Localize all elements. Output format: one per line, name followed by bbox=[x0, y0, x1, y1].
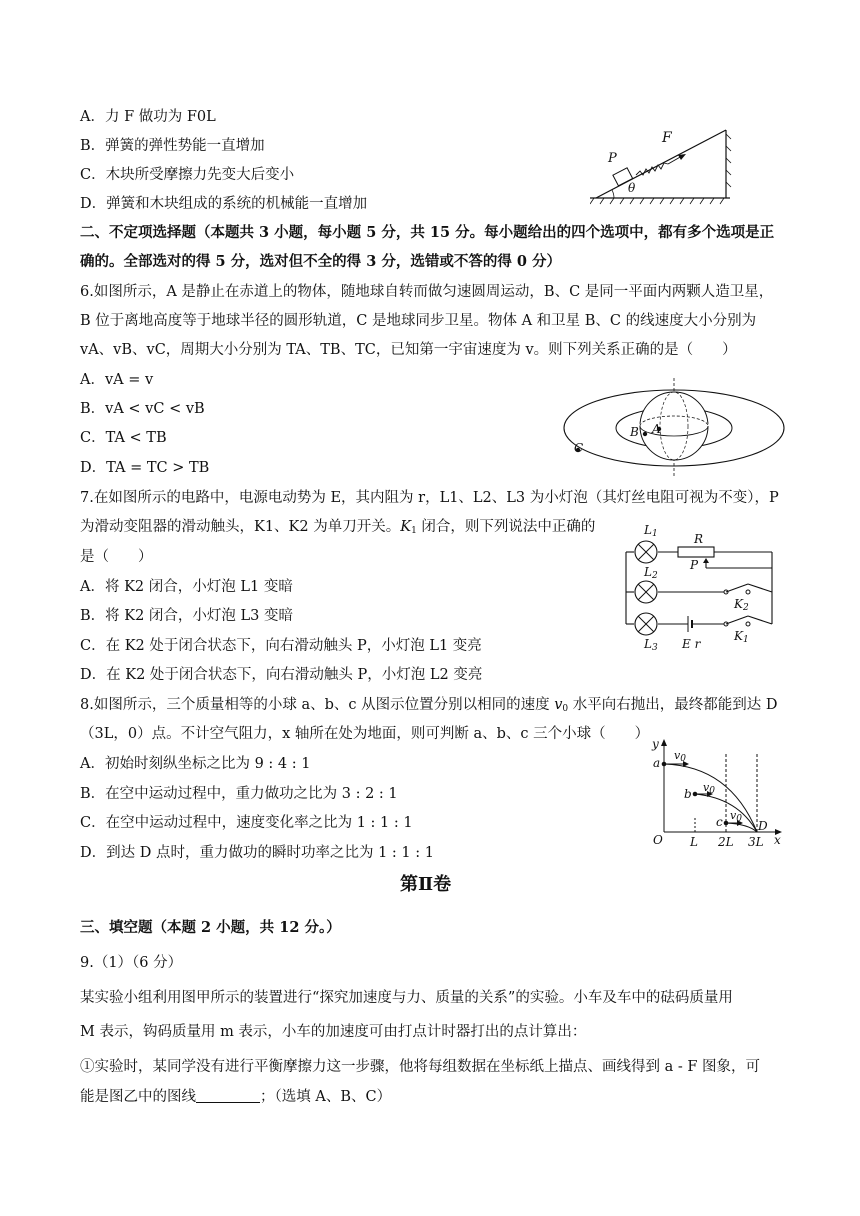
q6-option-c: C．TA < TB bbox=[80, 430, 167, 446]
point-d-label: D bbox=[758, 819, 768, 833]
q5-option-c: C．木块所受摩擦力先变大后变小 bbox=[80, 167, 295, 183]
point-c-label: C bbox=[574, 441, 584, 455]
q6-stem-line1: 6.如图所示，A 是静止在赤道上的物体，随地球自转而做匀速圆周运动，B、C 是同一平面内两颗人造卫星， bbox=[80, 284, 774, 300]
velocity-c-label: $v_0$ bbox=[730, 809, 742, 824]
q8-option-a: A．初始时刻纵坐标之比为 9 : 4 : 1 bbox=[80, 756, 311, 772]
angle-theta-label: θ bbox=[628, 181, 636, 195]
q9-stem-line1: 某实验小组利用图甲所示的装置进行“探究加速度与力、质量的关系”的实验。小车及车中的砝码质量用 bbox=[80, 990, 733, 1006]
earth-orbit-figure bbox=[560, 376, 790, 480]
circuit-figure bbox=[614, 520, 779, 655]
slider-p-label: P bbox=[690, 558, 699, 572]
source-er-label: E r bbox=[682, 637, 701, 651]
tick-l-label: L bbox=[690, 835, 698, 849]
origin-label: O bbox=[653, 833, 663, 847]
ball-c-label: c bbox=[716, 815, 723, 829]
q7-stem-line2: 为滑动变阻器的滑动触头，K1、K2 为单刀开关。$K_1$ 闭合，则下列说法中正确的 bbox=[80, 519, 596, 536]
point-p-label: P bbox=[608, 151, 617, 166]
q6-option-d: D．TA = TC > TB bbox=[80, 460, 210, 476]
answer-blank[interactable] bbox=[196, 1090, 260, 1103]
q7-option-a: A．将 K2 闭合，小灯泡 L1 变暗 bbox=[80, 579, 293, 595]
x-axis-label: x bbox=[774, 833, 781, 847]
lamp-l2-label: $L_2$ bbox=[644, 565, 658, 581]
q8-stem-line1: 8.如图所示，三个质量相等的小球 a、b、c 从图示位置分别以相同的速度 $v_0$ 水平向右抛出，最终都能到达 D bbox=[80, 697, 778, 714]
q8-option-c: C．在空中运动过程中，速度变化率之比为 1 : 1 : 1 bbox=[80, 815, 413, 831]
y-axis-label: y bbox=[652, 737, 659, 751]
q5-option-a: A．力 F 做功为 F0L bbox=[80, 109, 216, 125]
projectile-figure bbox=[650, 738, 785, 848]
q6-option-a: A．vA = v bbox=[80, 372, 154, 388]
q9-heading: 9.（1）（6 分） bbox=[80, 955, 183, 971]
section3-header: 三、填空题（本题 2 小题，共 12 分。） bbox=[80, 919, 341, 936]
q7-stem-line1: 7.在如图所示的电路中，电源电动势为 E，其内阻为 r，L1、L2、L3 为小灯泡（其灯丝电阻可视为不变），P bbox=[80, 490, 779, 506]
q5-option-b: B．弹簧的弹性势能一直增加 bbox=[80, 138, 265, 154]
q9-stem-line4: 能是图乙中的图线 ；（选填 A、B、C） bbox=[80, 1089, 392, 1105]
lamp-l3-label: $L_3$ bbox=[644, 637, 658, 653]
switch-k2-label: $K_2$ bbox=[734, 597, 749, 613]
tick-2l-label: 2L bbox=[718, 835, 734, 849]
q8-option-b: B．在空中运动过程中，重力做功之比为 3 : 2 : 1 bbox=[80, 786, 398, 802]
incline-spring-figure bbox=[590, 126, 750, 216]
part2-title: 第Ⅱ卷 bbox=[400, 874, 452, 895]
q5-option-d: D．弹簧和木块组成的系统的机械能一直增加 bbox=[80, 196, 368, 212]
q7-option-b: B．将 K2 闭合，小灯泡 L3 变暗 bbox=[80, 608, 294, 624]
ball-b-label: b bbox=[684, 787, 692, 801]
section2-header-line2: 确的。全部选对的得 5 分，选对但不全的得 3 分，选错或不答的得 0 分） bbox=[80, 253, 562, 270]
q6-option-b: B．vA < vC < vB bbox=[80, 401, 205, 417]
q9-stem-line2: M 表示，钩码质量用 m 表示，小车的加速度可由打点计时器打出的点计算出： bbox=[80, 1024, 587, 1040]
q8-option-d: D．到达 D 点时，重力做功的瞬时功率之比为 1 : 1 : 1 bbox=[80, 845, 434, 861]
force-label: F bbox=[662, 130, 672, 146]
q7-stem-line3: 是（ ） bbox=[80, 549, 153, 565]
q6-stem-line2: B 位于离地高度等于地球半径的圆形轨道，C 是地球同步卫星。物体 A 和卫星 B、C 的线速度大小分别为 bbox=[80, 313, 757, 329]
q6-stem-line3: vA、vB、vC，周期大小分别为 TA、TB、TC，已知第一宇宙速度为 v。则下列关系正确的是（ ） bbox=[80, 342, 737, 358]
velocity-b-label: $v_0$ bbox=[703, 781, 715, 796]
section2-header-line1: 二、不定项选择题（本题共 3 小题，每小题 5 分，共 15 分。每小题给出的四个选项中，都有多个选项是正 bbox=[80, 224, 775, 241]
q7-option-d: D．在 K2 处于闭合状态下，向右滑动触头 P，小灯泡 L2 变亮 bbox=[80, 667, 483, 683]
point-a-label: A bbox=[652, 422, 661, 436]
q7-option-c: C．在 K2 处于闭合状态下，向右滑动触头 P，小灯泡 L1 变亮 bbox=[80, 638, 482, 654]
ball-a-label: a bbox=[653, 756, 661, 770]
q9-stem-line3: ①实验时，某同学没有进行平衡摩擦力这一步骤，他将每组数据在坐标纸上描点、画线得到 a - F 图象，可 bbox=[80, 1059, 761, 1075]
point-b-label: B bbox=[630, 425, 639, 439]
tick-3l-label: 3L bbox=[748, 835, 764, 849]
switch-k1-label: $K_1$ bbox=[734, 629, 749, 645]
velocity-a-label: $v_0$ bbox=[674, 749, 686, 764]
resistor-r-label: R bbox=[694, 532, 704, 546]
lamp-l1-label: $L_1$ bbox=[644, 523, 658, 539]
q8-stem-line2: （3L，0）点。不计空气阻力，x 轴所在处为地面，则可判断 a、b、c 三个小球（ ） bbox=[80, 726, 650, 742]
